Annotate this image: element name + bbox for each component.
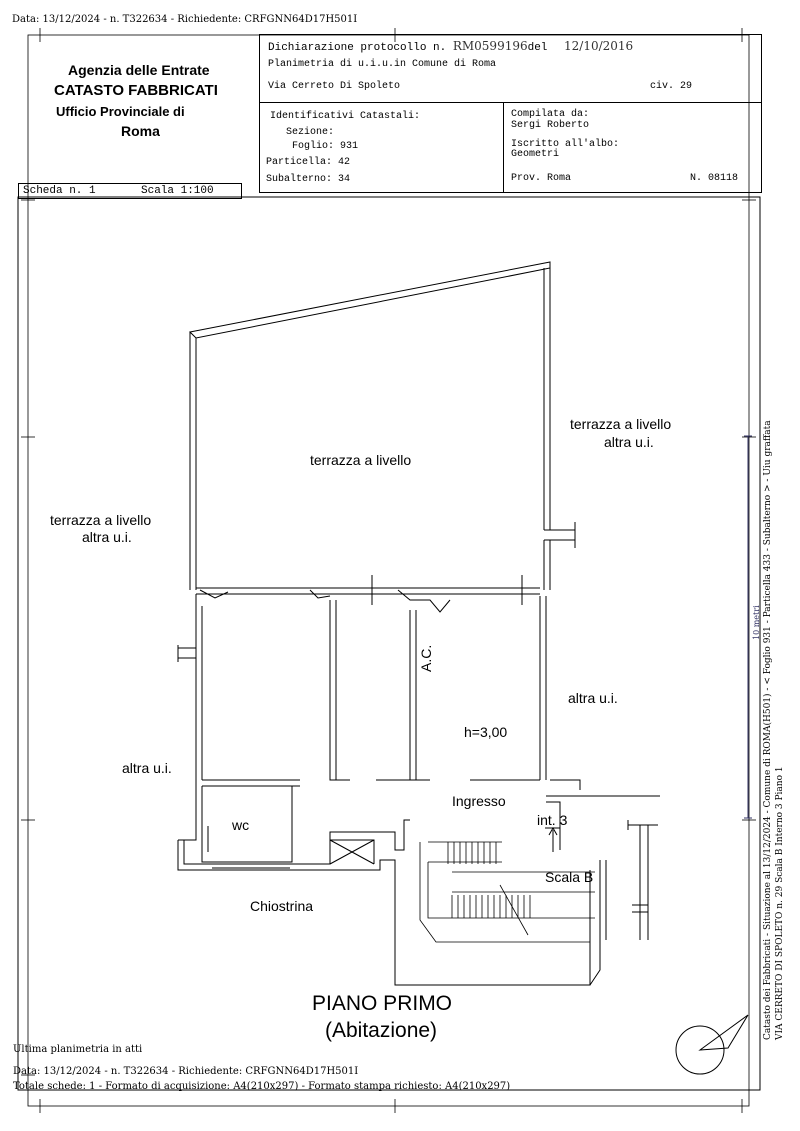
totale-schede: Totale schede: 1 - Formato di acquisizione: A4(210x297) - Formato stampa richiesto: A4(210x297) (13, 1081, 511, 1092)
compilata-label: Compilata da: (511, 109, 590, 120)
albo-value: Geometri (511, 149, 560, 160)
floor-title: PIANO PRIMO (312, 992, 453, 1015)
scale-bar-label: 10 metri (752, 605, 761, 640)
compilata-name: Sergi Roberto (511, 120, 590, 131)
via-line: Via Cerreto Di Spoleto (268, 81, 401, 92)
scheda-scale: Scala 1:100 (141, 185, 214, 197)
ultima-planimetria: Ultima planimetria in atti (13, 1044, 143, 1055)
label-ingresso: Ingresso (452, 793, 506, 809)
del-label: del (527, 42, 548, 54)
dichiarazione-label: Dichiarazione protocollo n. (268, 42, 447, 54)
ufficio-city: Roma (121, 123, 160, 139)
planimetria-line: Planimetria di u.i.u.in Comune di Roma (268, 59, 497, 70)
scheda-number: Scheda n. 1 (23, 185, 96, 197)
label-terrazza-right-1: terrazza a livello (570, 416, 672, 432)
label-scala: Scala B (545, 869, 594, 885)
iscritto-label: Iscritto all'albo: (511, 139, 620, 150)
dichiarazione-date: 12/10/2016 (564, 39, 634, 53)
label-chiostrina: Chiostrina (250, 898, 314, 914)
label-height: h=3,00 (464, 724, 508, 740)
label-terrazza-left-1: terrazza a livello (50, 512, 152, 528)
top-meta-line: Data: 13/12/2024 - n. T322634 - Richiedente: CRFGNN64D17H501I (12, 14, 358, 25)
side-text-2: VIA CERRETO DI SPOLETO n. 29 Scala B Interno 3 Piano 1 (775, 766, 785, 1040)
particella-field: Particella: 42 (266, 157, 351, 168)
prov-value: Prov. Roma (511, 173, 572, 184)
label-terrazza-left-2: altra u.i. (82, 529, 132, 545)
protocollo-number: RM0599196 (452, 39, 528, 53)
label-altra-right: altra u.i. (568, 690, 618, 706)
label-ac: A.C. (418, 644, 434, 672)
label-terrazza-right-2: altra u.i. (604, 434, 654, 450)
label-int: int. 3 (537, 812, 568, 828)
label-terrazza-center: terrazza a livello (310, 452, 412, 468)
sezione-field: Sezione: (286, 127, 335, 138)
floor-subtitle: (Abitazione) (325, 1019, 438, 1042)
label-wc: wc (232, 817, 250, 833)
ufficio-provinciale: Ufficio Provinciale di (56, 104, 185, 119)
label-altra-left: altra u.i. (122, 760, 172, 776)
foglio-field: Foglio: 931 (292, 141, 359, 152)
agency-name: Agenzia delle Entrate (68, 62, 210, 78)
bottom-meta: Data: 13/12/2024 - n. T322634 - Richiedente: CRFGNN64D17H501I (13, 1066, 359, 1077)
side-text-1: Catasto dei Fabbricati - Situazione al 13/12/2024 - Comune di ROMA(H501) - < Foglio 931 - Particella 433 - Subalterno > - Uiu graffata (763, 420, 773, 1040)
civ-line: civ. 29 (650, 81, 693, 92)
identificativi-title: Identificativi Catastali: (270, 111, 421, 122)
subalterno-field: Subalterno: 34 (266, 174, 351, 185)
albo-number: N. 08118 (690, 173, 739, 184)
catasto-fabbricati: CATASTO FABBRICATI (54, 82, 218, 99)
